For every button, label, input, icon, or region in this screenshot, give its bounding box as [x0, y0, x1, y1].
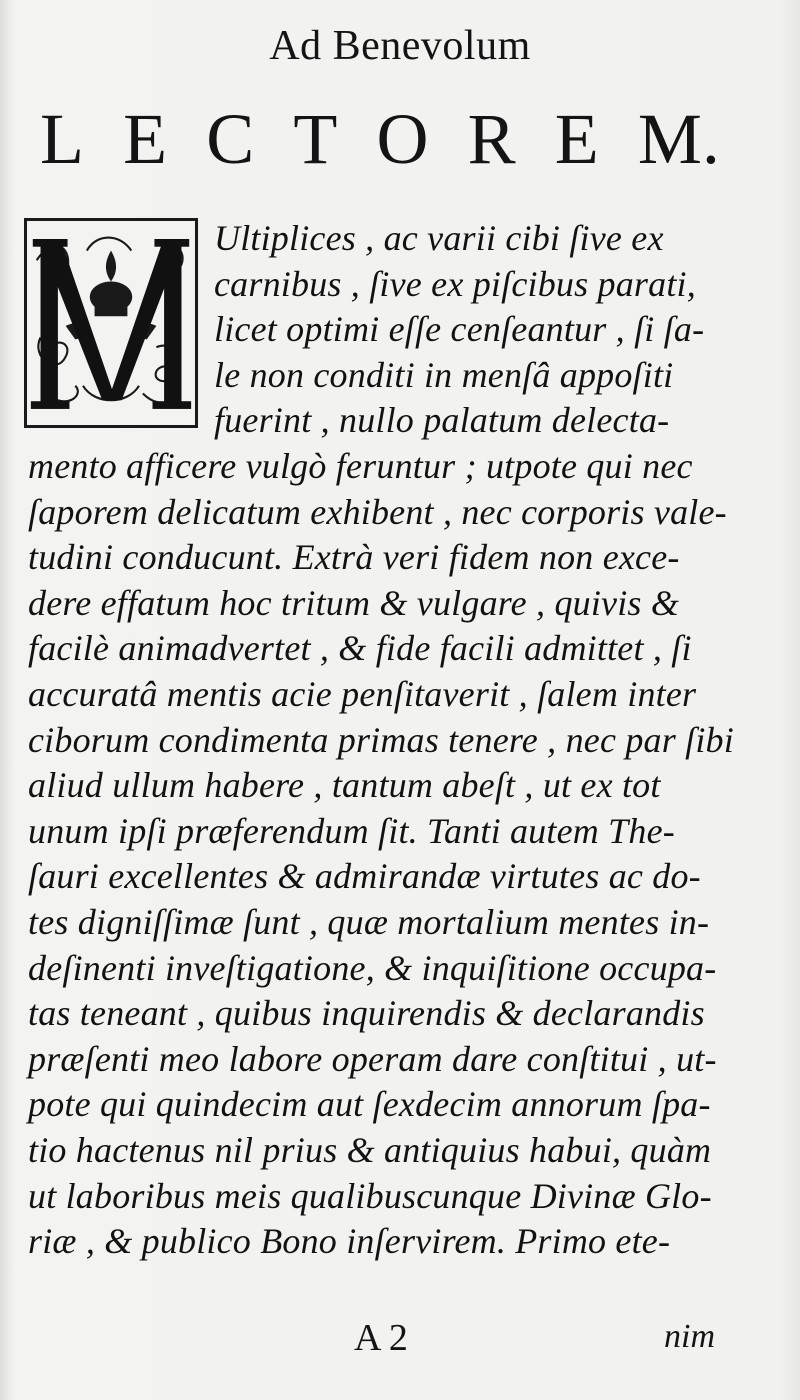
- text-line: le non conditi in menſâ appoſiti: [214, 354, 674, 395]
- text-line: accuratâ mentis acie penſitaverit , ſalem inter: [28, 674, 697, 714]
- heading-letter: O: [376, 99, 429, 179]
- text-line: ciborum condimenta primas tenere , nec par ſibi: [28, 719, 734, 760]
- heading-letter: R: [467, 99, 516, 179]
- text-line: Ultiplices , ac varii cibi ſive ex: [214, 218, 664, 258]
- heading-lectorem: [40, 98, 720, 181]
- text-line: mento afficere vulgò feruntur ; utpote qui nec: [28, 446, 693, 486]
- text-line: ſaporem delicatum exhibent , nec corporis vale-: [28, 491, 727, 532]
- signature-mark: A 2: [354, 1317, 408, 1359]
- heading-ad-benevolum: Ad Benevolum: [269, 23, 531, 69]
- text-line: deſinenti inveſtigatione, & inquiſitione occupa-: [28, 947, 717, 988]
- text-line: tudini conducunt. Extrà veri fidem non exce-: [28, 537, 680, 578]
- body-text: [0, 216, 800, 1346]
- heading-letter: E: [554, 99, 599, 179]
- text-line: præſenti meo labore operam dare conſtitui , ut-: [28, 1038, 717, 1079]
- heading-letter: L: [40, 99, 84, 179]
- text-line: tas teneant , quibus inquirendis & declarandis: [28, 993, 705, 1034]
- text-line: aliud ullum habere , tantum abeſt , ut ex tot: [28, 765, 661, 806]
- text-line: ut laboribus meis qualibuscunque Divinæ Glo-: [28, 1175, 712, 1216]
- text-line: carnibus , ſive ex piſcibus parati,: [214, 263, 696, 304]
- catchword: nim: [664, 1318, 715, 1355]
- heading-letter: E: [123, 99, 168, 179]
- text-line: tes digniſſimæ ſunt , quæ mortalium mentes in-: [28, 902, 710, 942]
- heading-letter: M.: [637, 99, 720, 179]
- text-line: licet optimi eſſe cenſeantur , ſi ſa-: [214, 309, 705, 350]
- text-line: facilè animadvertet , & fide facili admittet , ſi: [28, 628, 692, 669]
- text-line: riæ , & publico Bono inſervirem. Primo ete-: [28, 1221, 671, 1262]
- text-line: unum ipſi præferendum ſit. Tanti autem The-: [28, 810, 675, 851]
- text-line: dere effatum hoc tritum & vulgare , quivis &: [28, 582, 680, 623]
- text-line: tio hactenus nil prius & antiquius habui, quàm: [28, 1130, 712, 1170]
- text-line: fuerint , nullo palatum delecta-: [214, 400, 670, 441]
- heading-letter: C: [206, 99, 255, 179]
- text-line: pote qui quindecim aut ſexdecim annorum ſpa-: [28, 1084, 711, 1125]
- text-line: ſauri excellentes & admirandæ virtutes ac do-: [28, 856, 701, 897]
- heading-letter: T: [293, 99, 338, 179]
